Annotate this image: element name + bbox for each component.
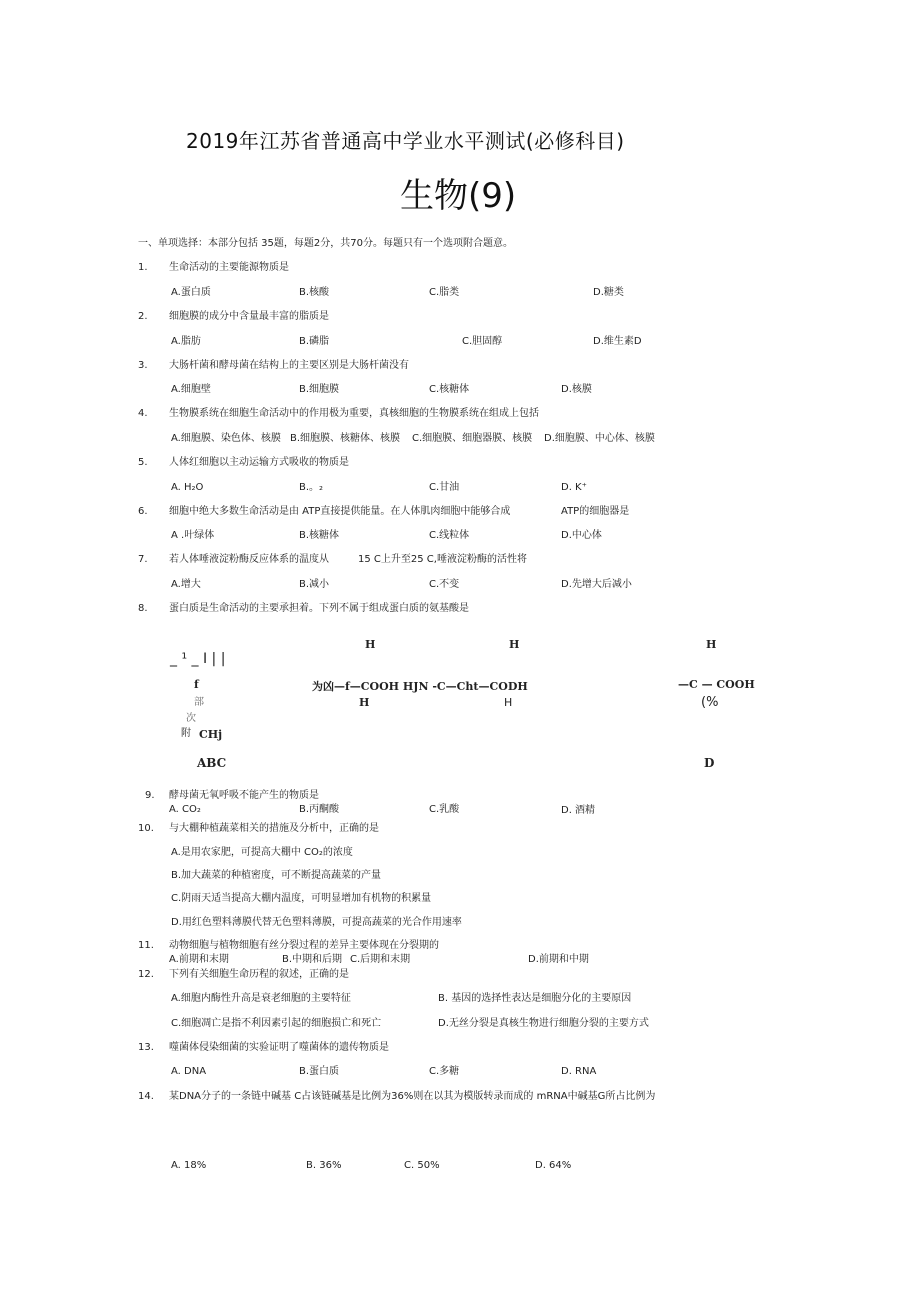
option-c[interactable]: C.阴雨天适当提高大棚内温度，可明显增加有机物的积累量 — [171, 893, 432, 904]
option-d[interactable]: D.先增大后减小 — [561, 579, 632, 590]
structure-formula-bc: 为凶—f—COOH HJN -C—Cht—CODH — [312, 680, 528, 693]
question-number: 10. — [138, 823, 154, 834]
option-b[interactable]: B.。₂ — [299, 482, 324, 493]
question-number: 7. — [138, 554, 148, 565]
option-c[interactable]: C.细胞膜、细胞器膜、核膜 — [412, 433, 533, 444]
structure-f: f — [194, 678, 199, 691]
option-c[interactable]: C.多糖 — [429, 1066, 460, 1077]
structure-bu: 部 — [194, 697, 204, 708]
option-a[interactable]: A.增大 — [171, 579, 201, 590]
option-label-abc[interactable]: ABC — [197, 756, 227, 770]
option-c[interactable]: C.细胞凋亡是指不利因素引起的细胞损亡和死亡 — [171, 1018, 382, 1029]
question-number: 5. — [138, 457, 148, 468]
option-d[interactable]: D. K⁺ — [561, 482, 587, 493]
question-number: 13. — [138, 1042, 154, 1053]
option-a[interactable]: A.前期和末期 — [169, 954, 229, 965]
question-stem: 生物膜系统在细胞生命活动中的作用极为重要，真核细胞的生物膜系统在组成上包括 — [169, 408, 539, 419]
option-c[interactable]: C.脂类 — [429, 287, 460, 298]
option-b[interactable]: B.减小 — [299, 579, 330, 590]
question-stem: 动物细胞与植物细胞有丝分裂过程的差异主要体现在分裂期的 — [169, 940, 439, 951]
structure-formula-d: —C — COOH — [678, 678, 755, 691]
option-c[interactable]: C.不变 — [429, 579, 460, 590]
option-d[interactable]: D.用红色塑料薄膜代替无色塑料薄膜，可提高蔬菜的光合作用速率 — [171, 917, 462, 928]
question-stem-continued: ATP的细胞器是 — [561, 506, 630, 517]
question-number: 6. — [138, 506, 148, 517]
question-stem: 噬菌体侵染细菌的实验证明了噬菌体的遗传物质是 — [169, 1042, 389, 1053]
question-number: 3. — [138, 360, 148, 371]
option-a[interactable]: A. CO₂ — [169, 804, 201, 815]
structure-h-top-d: H — [706, 638, 717, 651]
option-b[interactable]: B. 基因的选择性表达是细胞分化的主要原因 — [438, 993, 632, 1004]
option-a[interactable]: A.是用农家肥，可提高大棚中 CO₂的浓度 — [171, 847, 353, 858]
question-stem: 大肠杆菌和酵母菌在结构上的主要区别是大肠杆菌没有 — [169, 360, 409, 371]
question-stem: 下列有关细胞生命历程的叙述，正确的是 — [169, 969, 349, 980]
option-c[interactable]: C. 50% — [404, 1160, 440, 1171]
structure-h-top-c: H — [509, 638, 520, 651]
question-stem: 细胞中绝大多数生命活动是由 ATP直接提供能量。在人体肌肉细胞中能够合成 — [169, 506, 511, 517]
option-c[interactable]: C.乳酸 — [429, 804, 460, 815]
option-b[interactable]: B.细胞膜 — [299, 384, 340, 395]
structure-ci: 次 — [186, 713, 196, 724]
option-label-d[interactable]: D — [704, 756, 715, 770]
question-stem: 细胞膜的成分中含量最丰富的脂质是 — [169, 311, 329, 322]
option-d[interactable]: D.糖类 — [593, 287, 624, 298]
question-stem: 人体红细胞以主动运输方式吸收的物质是 — [169, 457, 349, 468]
option-c[interactable]: C.甘油 — [429, 482, 460, 493]
structure-bond-lines: _ ¹ _ I | | — [170, 651, 226, 667]
question-stem: 酵母菌无氧呼吸不能产生的物质是 — [169, 790, 319, 801]
option-a[interactable]: A. 18% — [171, 1160, 207, 1171]
question-number: 1. — [138, 262, 148, 273]
option-d[interactable]: D.无丝分裂是真核生物进行细胞分裂的主要方式 — [438, 1018, 649, 1029]
option-c[interactable]: C.后期和末期 — [350, 954, 411, 965]
option-d[interactable]: D. 64% — [535, 1160, 572, 1171]
option-d[interactable]: D.中心体 — [561, 530, 602, 541]
question-number: 11. — [138, 940, 154, 951]
question-stem: 若人体唾液淀粉酶反应体系的温度从 — [169, 554, 329, 565]
option-a[interactable]: A. H₂O — [171, 482, 204, 493]
option-d[interactable]: D.前期和中期 — [528, 954, 589, 965]
structure-fu: 附 — [181, 728, 191, 739]
question-stem: 蛋白质是生命活动的主要承担着。下列不属于组成蛋白质的氨基酸是 — [169, 603, 469, 614]
option-a[interactable]: A.细胞膜、染色体、核膜 — [171, 433, 281, 444]
option-a[interactable]: A.细胞内酶性升高是衰老细胞的主要特征 — [171, 993, 351, 1004]
option-a[interactable]: A.蛋白质 — [171, 287, 211, 298]
option-b[interactable]: B.磷脂 — [299, 336, 330, 347]
structure-h-bottom-b: H — [359, 696, 370, 709]
option-b[interactable]: B.中期和后期 — [282, 954, 343, 965]
structure-pct: (% — [701, 695, 719, 710]
option-c[interactable]: C.线粒体 — [429, 530, 470, 541]
structure-h-bottom-c: H — [504, 696, 513, 709]
question-number: 8. — [138, 603, 148, 614]
question-stem: 某DNA分子的一条链中碱基 C占该链碱基是比例为36%则在以其为模版转录而成的 mRNA中碱基G所占比例为 — [169, 1091, 656, 1102]
option-d[interactable]: D. 酒精 — [561, 805, 596, 816]
question-stem: 与大棚种植蔬菜相关的措施及分析中，正确的是 — [169, 823, 379, 834]
question-number: 4. — [138, 408, 148, 419]
question-number: 9. — [145, 790, 155, 801]
option-a[interactable]: A.细胞壁 — [171, 384, 211, 395]
option-a[interactable]: A .叶绿体 — [171, 530, 215, 541]
option-a[interactable]: A. DNA — [171, 1066, 207, 1077]
section-intro: 一、单项选择：本部分包括 35题，每题2分，共70分。每题只有一个选项附合题意。 — [138, 238, 513, 249]
question-number: 12. — [138, 969, 154, 980]
option-b[interactable]: B.加大蔬菜的种植密度，可不断提高蔬菜的产量 — [171, 870, 382, 881]
option-b[interactable]: B.核糖体 — [299, 530, 340, 541]
option-d[interactable]: D.细胞膜、中心体、核膜 — [544, 433, 655, 444]
question-number: 14. — [138, 1091, 154, 1102]
exam-title: 2019年江苏省普通高中学业水平测试(必修科目) — [186, 129, 625, 153]
option-a[interactable]: A.脂肪 — [171, 336, 201, 347]
question-number: 2. — [138, 311, 148, 322]
question-stem: 生命活动的主要能源物质是 — [169, 262, 289, 273]
question-stem-continued: 15 C上升至25 C,唾液淀粉酶的活性将 — [358, 554, 527, 565]
option-b[interactable]: B.丙酮酸 — [299, 804, 340, 815]
structure-chj: CHj — [199, 728, 223, 741]
option-b[interactable]: B.细胞膜、核糖体、核膜 — [290, 433, 401, 444]
structure-h-top-b: H — [365, 638, 376, 651]
option-c[interactable]: C.核糖体 — [429, 384, 470, 395]
option-b[interactable]: B.核酸 — [299, 287, 330, 298]
option-d[interactable]: D.维生素D — [593, 336, 642, 347]
option-d[interactable]: D. RNA — [561, 1066, 597, 1077]
option-b[interactable]: B.蛋白质 — [299, 1066, 340, 1077]
option-d[interactable]: D.核膜 — [561, 384, 592, 395]
option-b[interactable]: B. 36% — [306, 1160, 342, 1171]
subject-title: 生物(9) — [400, 176, 517, 216]
option-c[interactable]: C.胆固醇 — [462, 336, 503, 347]
